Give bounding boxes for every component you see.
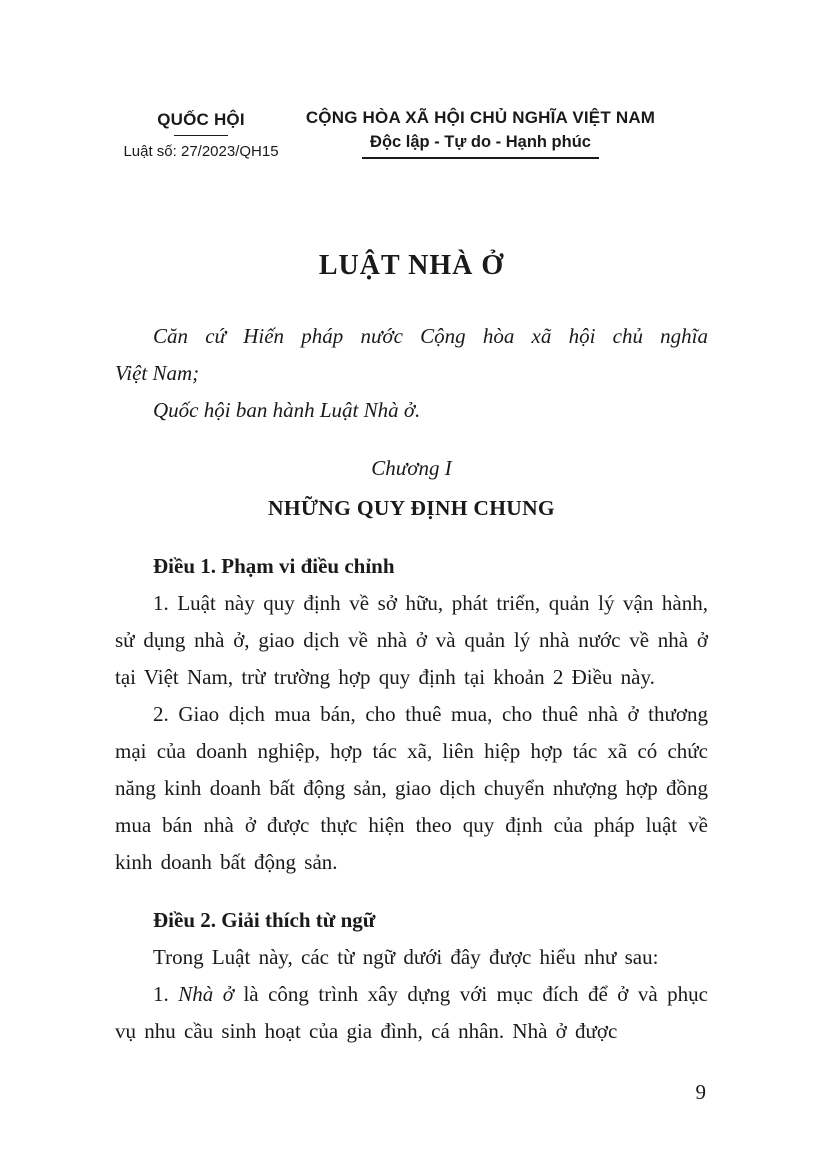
national-motto: Độc lập - Tự do - Hạnh phúc [362,133,599,159]
motto-wrap [287,133,674,159]
document-header [115,108,708,160]
national-block [287,108,674,160]
article-1-heading: Điều 1. Phạm vi điều chỉnh [153,554,395,578]
defined-term: Nhà ở [178,982,234,1006]
item-number: 1. [153,982,179,1006]
chapter-label: Chương I [371,456,452,480]
article-1-paragraph-1: 1. Luật này quy định về sở hữu, phát triển, quản lý vận hành, sử dụng nhà ở, giao dịch về nhà ở và quản lý nhà nước về nhà ở tại Việt Nam, trừ trường hợp quy định tại khoản 2 Điều này. [115,591,708,689]
article-2-item-1 [115,976,708,1050]
country-name: CỘNG HÒA XÃ HỘI CHỦ NGHĨA VIỆT NAM [305,108,656,127]
law-number: Luật số: 27/2023/QH15 [123,143,279,160]
issuer-block [115,108,287,160]
article-2-intro: Trong Luật này, các từ ngữ dưới đây được hiểu như sau: [153,945,659,969]
issuer-underline [174,135,228,136]
article-1-paragraph-2: 2. Giao dịch mua bán, cho thuê mua, cho thuê nhà ở thương mại của doanh nghiệp, hợp tác xã, liên hiệp hợp tác xã có chức năng kinh doanh bất động sản, giao dịch chuyển nhượng hợp đồng mua bán nhà ở được thực hiện theo quy định của pháp luật về kinh doanh bất động sản. [115,702,708,874]
item-text: là công trình xây dựng với mục đích để ở và phục vụ nhu cầu sinh hoạt của gia đình, cá nhân. Nhà ở được [115,982,709,1043]
article-2-heading: Điều 2. Giải thích từ ngữ [153,908,376,932]
page-number: 9 [695,1080,706,1104]
preamble-line-2: Việt Nam; [115,361,200,385]
document-title: LUẬT NHÀ Ở [318,250,505,281]
preamble-line-3: Quốc hội ban hành Luật Nhà ở. [153,398,421,422]
chapter-title: NHỮNG QUY ĐỊNH CHUNG [268,496,555,520]
preamble-line-1: Căn cứ Hiến pháp nước Cộng hòa xã hội chủ nghĩa [153,324,708,348]
issuer-name: QUỐC HỘI [157,110,245,129]
